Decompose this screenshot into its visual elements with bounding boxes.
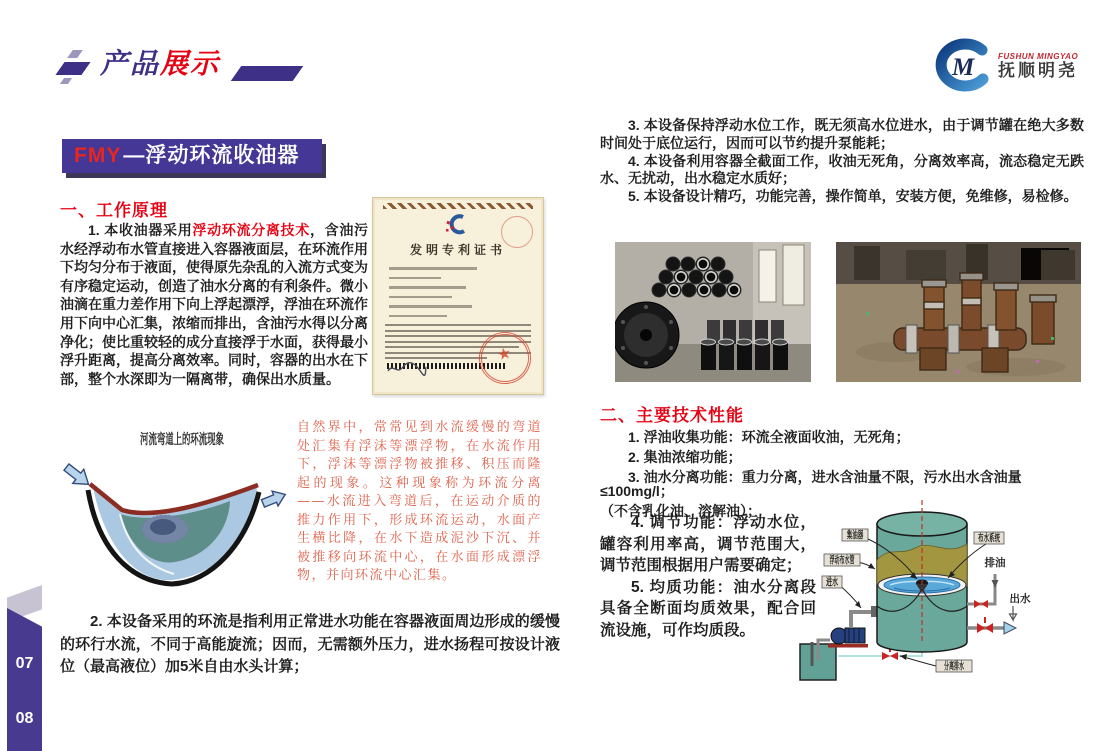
section2-heading: 二、主要技术性能 — [600, 406, 744, 425]
certificate-faint-seal — [501, 216, 533, 248]
page-number-07: 07 — [15, 655, 34, 672]
banner-decor-parallelogram — [55, 62, 90, 75]
p1-pre: 1. 本收油器采用 — [88, 222, 193, 238]
banner-title-part2: 展示 — [160, 48, 221, 79]
label-inlet: 进水 — [826, 577, 838, 588]
river-bend-diagram — [60, 424, 294, 604]
product-title-banner — [62, 139, 322, 173]
outflow-arrow-icon — [260, 487, 288, 511]
performance-item-2: 2. 集油浓缩功能； — [628, 449, 742, 465]
certificate-border-decor — [383, 203, 533, 209]
working-principle-paragraph1 — [60, 221, 368, 388]
patent-certificate — [372, 197, 544, 395]
inflow-arrow-icon — [61, 460, 94, 491]
feature-point-4: 4. 本设备利用容器全截面工作，收油无死角，分离效率高，流态稳定无跌水、无扰动，出水稳定水质好； — [600, 152, 1084, 187]
logo-chinese-name: 抚顺明尧 — [998, 60, 1078, 80]
water-valve-icon — [977, 623, 993, 633]
svg-text:M: M — [952, 54, 975, 81]
section1-heading: 一、工作原理 — [60, 201, 168, 220]
product-code: FMY — [74, 144, 122, 167]
performance-item-3b: （不含乳化油、溶解油）； — [600, 503, 761, 519]
feature-points — [600, 117, 1084, 206]
oil-valve-icon — [974, 600, 988, 608]
label-water-out: 出水 — [1009, 593, 1031, 605]
feature-point-5: 5. 本设备设计精巧，功能完善，操作简单，安装方便，免维修，易检修。 — [628, 188, 1078, 205]
performance-item-4: 4. 调节功能：浮动水位，罐容利用率高，调节范围大，调节范围根据用户需要确定； — [600, 514, 816, 574]
p1-post: ，含油污水经浮动布水管直接进入容器液面层，在环流作用下均匀分布于液面，使得原先杂乱的入流方式变为有序稳定运动，创造了油水分离的有利条件。微小油滴在重力差作用下向上浮起漂浮，浮油在环流作用下向中心汇集，浓缩而排出，含油污水得以分离净化；使比重较轻的成分直接浮于水面，获得最小浮升距离，提高分离效率。同时，容器的出水在下部，整个水深即为一隔离带，确保出水质量。 — [60, 222, 369, 387]
logo-english-name: FUSHUN MINGYAO — [998, 51, 1079, 61]
certificate-field-lines — [389, 267, 527, 317]
performance-item-5: 5. 均质功能：油水分离段具备全断面均质效果，配合回流设施，可作均质段。 — [600, 578, 816, 639]
label-distributor: 浮动布水管 — [829, 554, 855, 567]
sidebar-page-bar — [7, 608, 42, 751]
certificate-title: 发明专利证书 — [409, 243, 506, 257]
label-drain: 分离排水 — [944, 660, 964, 673]
label-water-system: 布水系统 — [978, 532, 1000, 544]
river-diagram-caption: 河流弯道上的环流现象 — [140, 433, 224, 448]
banner-decor-dot — [60, 78, 72, 84]
factory-photo-drums — [615, 242, 811, 382]
oil-outlet-pipe — [967, 574, 995, 604]
banner-title — [100, 42, 220, 82]
working-principle-paragraph2: 2. 本设备采用的环流是指利用正常进水功能在容器液面周边形成的缓慢的环行水流，不同于高能旋流；因而，无需额外压力，进水扬程可按设计液位（最高液位）加5米自由水头计算； — [60, 613, 560, 675]
label-oil-out: 排油 — [984, 557, 1006, 569]
company-logo — [930, 36, 1090, 96]
feature-point-3: 3. 本设备保持浮动水位工作，既无须高水位进水，由于调节罐在绝大多数时间处于底位运行，因而可以节约提升泵能耗； — [600, 117, 1084, 151]
banner-decor-dot — [67, 50, 83, 58]
factory-photo-castings — [836, 242, 1081, 382]
certificate-signature — [387, 361, 427, 382]
logo-cm-icon — [930, 37, 994, 95]
banner-title-part1: 产品 — [100, 48, 161, 79]
performance-item-1: 1. 浮油收集功能：环流全液面收油，无死角； — [628, 429, 910, 445]
label-oil-collector: 集油器 — [846, 529, 864, 541]
drain-valve-icon — [882, 652, 898, 660]
product-name: —浮动环流收油器 — [123, 144, 300, 167]
circulation-nature-note: 自然界中，常常见到水流缓慢的弯道处汇集有浮沫等漂浮物，在水流作用下，浮沫等漂浮物被推移、积压而隆起的现象。这种现象称为环流分离——水流进入弯道后，在运动介质的推力作用下，形成环流运动，水面产生横比降，在水下造成泥沙下沉、并被推移向环流中心，在水面形成漂浮物，并向环流中心汇集。 — [297, 420, 542, 583]
performance-item-3: 3. 油水分离功能：重力分离，进水含油量不限，污水出水含油量≤100mg/l； — [600, 469, 1022, 499]
page-number-08: 08 — [15, 710, 34, 727]
banner-trailing-bar — [231, 66, 304, 81]
product-display-banner — [58, 40, 318, 86]
p1-highlighted-term: 浮动环流分离技术 — [192, 222, 310, 238]
tank-schematic-diagram — [798, 494, 1096, 712]
performance-list-narrow — [600, 512, 816, 641]
